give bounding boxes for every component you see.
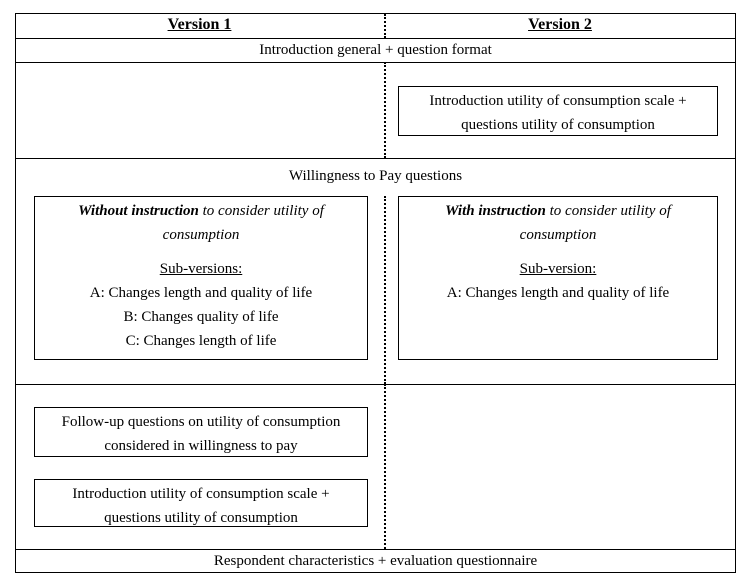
v1-subversion-a: A: Changes length and quality of life — [89, 285, 313, 301]
v1-intro-utility-box — [34, 479, 368, 527]
v2-subversion-a: A: Changes length and quality of life — [446, 285, 670, 301]
respondent-characteristics-label: Respondent characteristics + evaluation questionnaire — [213, 553, 538, 569]
v1-followup-box — [34, 407, 368, 457]
v2-wtp-emphasis: With instruction — [445, 203, 546, 219]
separator-intro-utility — [15, 158, 736, 159]
v1-followup-line1: Follow-up questions on utility of consumption — [61, 414, 341, 430]
separator-followup — [15, 549, 736, 550]
column-divider-wtp — [384, 196, 386, 384]
v2-wtp-rest: to consider utility of — [549, 203, 671, 219]
version-2-header: Version 2 — [528, 16, 592, 33]
v1-wtp-emphasis: Without instruction — [78, 203, 199, 219]
v1-intro-line1: Introduction utility of consumption scale + — [72, 486, 330, 502]
separator-header — [15, 38, 736, 39]
v2-wtp-title-line1 — [399, 199, 717, 223]
version-1-header: Version 1 — [167, 16, 232, 33]
v1-subversions-heading: Sub-versions: — [159, 261, 243, 277]
v1-wtp-rest: to consider utility of — [202, 203, 324, 219]
v2-intro-utility-box — [398, 86, 718, 136]
v1-subversion-b: B: Changes quality of life — [123, 309, 279, 325]
v1-wtp-title-line2: consumption — [162, 227, 240, 243]
v2-intro-line2: questions utility of consumption — [461, 117, 655, 133]
v1-subversion-c: C: Changes length of life — [125, 333, 277, 349]
v2-wtp-title-line2: consumption — [519, 227, 597, 243]
wtp-questions-label: Willingness to Pay questions — [288, 168, 463, 184]
separator-intro-general — [15, 62, 736, 63]
v2-intro-line1: Introduction utility of consumption scale + — [429, 93, 687, 109]
column-divider-followup — [384, 384, 386, 549]
v1-followup-line2: considered in willingness to pay — [104, 438, 298, 454]
intro-general-label: Introduction general + question format — [259, 42, 492, 58]
v1-wtp-title-line1 — [35, 199, 367, 223]
v2-subversion-heading: Sub-version: — [519, 261, 597, 277]
v1-intro-line2: questions utility of consumption — [104, 510, 298, 526]
v2-wtp-box — [398, 196, 718, 360]
column-divider-intro — [384, 62, 386, 158]
separator-wtp — [15, 384, 736, 385]
v1-wtp-box — [34, 196, 368, 360]
